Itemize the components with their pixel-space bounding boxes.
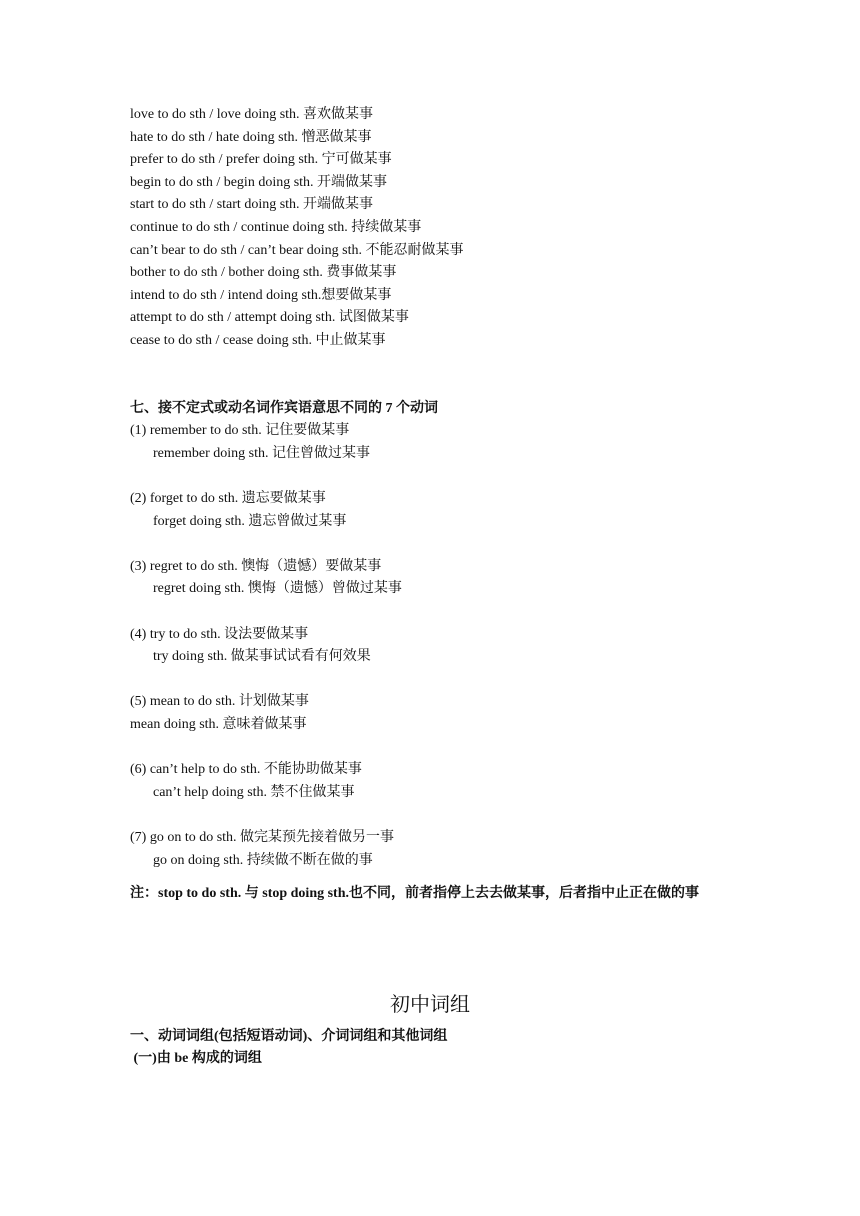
list-item: love to do sth / love doing sth. 喜欢做某事 [130,107,374,122]
list-item: bother to do sth / bother doing sth. 费事做某事 [130,265,397,281]
item-first-line: (4) try to do sth. 设法要做某事 [130,626,309,642]
list-item: begin to do sth / begin doing sth. 开端做某事 [130,174,388,190]
list-item: hate to do sth / hate doing sth. 憎恶做某事 [130,129,372,145]
item-second-line: forget doing sth. 遗忘曾做过某事 [153,513,347,529]
list-item: prefer to do sth / prefer doing sth. 宁可做某事 [130,152,392,168]
item-second-line: remember doing sth. 记住曾做过某事 [153,445,370,461]
item-second-line: go on doing sth. 持续做不断在做的事 [153,852,373,868]
item-first-line: (2) forget to do sth. 遗忘要做某事 [130,491,326,507]
item-first-line: (1) remember to do sth. 记住要做某事 [130,423,350,439]
item-first-line: (7) go on to do sth. 做完某预先接着做另一事 [130,830,395,845]
list-item: cease to do sth / cease doing sth. 中止做某事 [130,332,386,348]
list-item: can’t bear to do sth / can’t bear doing sth. 不能忍耐做某事 [130,242,464,258]
item-second-line: regret doing sth. 懊悔（遗憾）曾做过某事 [153,581,402,597]
item-second-line: can’t help doing sth. 禁不住做某事 [153,784,355,800]
list-item: attempt to do sth / attempt doing sth. 试图做某事 [130,310,409,326]
item-first-line: (5) mean to do sth. 计划做某事 [130,694,309,710]
note-paragraph: 注：stop to do sth. 与 stop doing sth.也不同，前者指停上去去做某事，后者指中止正在做的事 [130,886,699,902]
section-title: 初中词组 [390,993,470,1016]
subheading: 一、动词词组(包括短语动词)、介词词组和其他词组 [130,1028,448,1044]
item-second-line: mean doing sth. 意味着做某事 [130,717,307,733]
item-first-line: (3) regret to do sth. 懊悔（遗憾）要做某事 [130,558,382,574]
list-item: start to do sth / start doing sth. 开端做某事 [130,197,374,213]
subheading: (一)由 be 构成的词组 [130,1051,262,1067]
item-first-line: (6) can’t help to do sth. 不能协助做某事 [130,762,362,778]
item-second-line: try doing sth. 做某事试试看有何效果 [153,649,371,665]
list-item: intend to do sth / intend doing sth.想要做某事 [130,287,392,303]
list-item: continue to do sth / continue doing sth. 持续做某事 [130,219,422,235]
section-heading: 七、接不定式或动名词作宾语意思不同的 7 个动词 [130,400,438,416]
document-page [130,104,740,1071]
verb-pairs-list [130,104,740,353]
